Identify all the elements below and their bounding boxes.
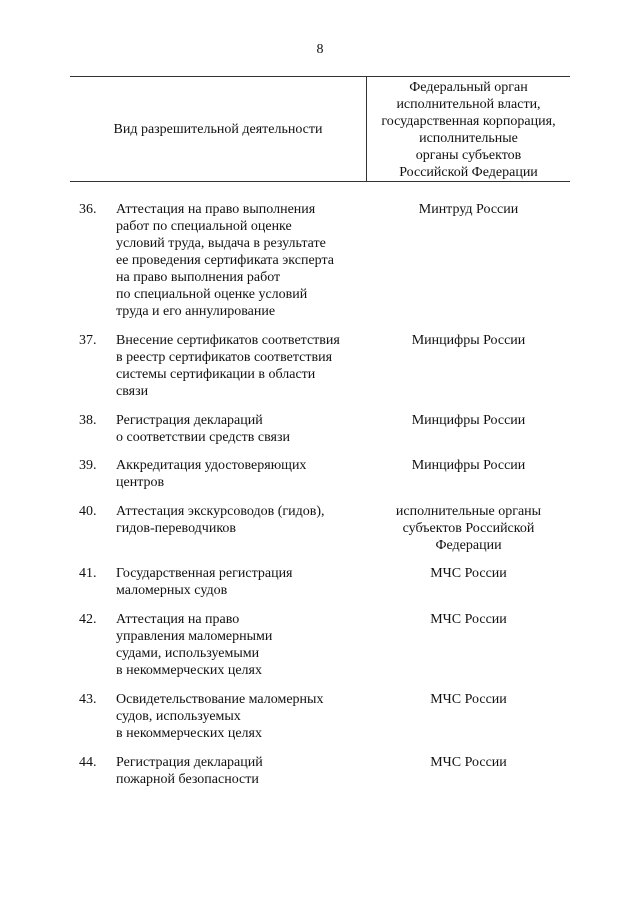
row-number: 36. bbox=[79, 202, 97, 217]
page-number: 8 bbox=[316, 42, 324, 57]
row-description: Аттестация экскурсоводов (гидов), гидов-переводчиков bbox=[116, 504, 325, 536]
row-authority: МЧС России bbox=[430, 612, 507, 627]
row-number: 39. bbox=[79, 458, 97, 473]
row-authority: Минцифры России bbox=[411, 458, 526, 473]
row-number: 42. bbox=[79, 612, 97, 627]
row-number: 38. bbox=[79, 413, 97, 428]
table-top-rule bbox=[70, 76, 570, 77]
row-description: Регистрация деклараций о соответствии средств связи bbox=[116, 413, 291, 445]
row-authority: исполнительные органы субъектов Российской Федерации bbox=[395, 504, 542, 553]
row-description: Аттестация на право выполнения работ по специальной оценке условий труда, выдача в результате ее проведения сертификата эксперта на право выполнения работ по специальной оценке условий труда и его аннулирование bbox=[116, 202, 334, 319]
row-description: Государственная регистрация маломерных судов bbox=[116, 566, 293, 598]
header-authority: Федеральный орган исполнительной власти, государственная корпорация, исполнительные органы субъектов Российской Федерации bbox=[381, 80, 556, 180]
row-authority: МЧС России bbox=[430, 692, 507, 707]
row-number: 44. bbox=[79, 755, 97, 770]
row-description: Регистрация деклараций пожарной безопасности bbox=[116, 755, 263, 787]
row-description: Аккредитация удостоверяющих центров bbox=[116, 458, 307, 490]
row-authority: Минцифры России bbox=[411, 413, 526, 428]
row-number: 37. bbox=[79, 333, 97, 348]
row-description: Аттестация на право управления маломерными судами, используемыми в некоммерческих целях bbox=[116, 612, 273, 678]
header-activity: Вид разрешительной деятельности bbox=[113, 122, 323, 137]
row-authority: МЧС России bbox=[430, 755, 507, 770]
row-authority: МЧС России bbox=[430, 566, 507, 581]
row-number: 40. bbox=[79, 504, 97, 519]
table-header-bottom-rule bbox=[70, 181, 570, 182]
row-number: 41. bbox=[79, 566, 97, 581]
row-description: Освидетельствование маломерных судов, используемых в некоммерческих целях bbox=[116, 692, 324, 741]
row-description: Внесение сертификатов соответствия в реестр сертификатов соответствия системы сертификации в области связи bbox=[116, 333, 340, 399]
row-number: 43. bbox=[79, 692, 97, 707]
row-authority: Минтруд России bbox=[418, 202, 519, 217]
row-authority: Минцифры России bbox=[411, 333, 526, 348]
